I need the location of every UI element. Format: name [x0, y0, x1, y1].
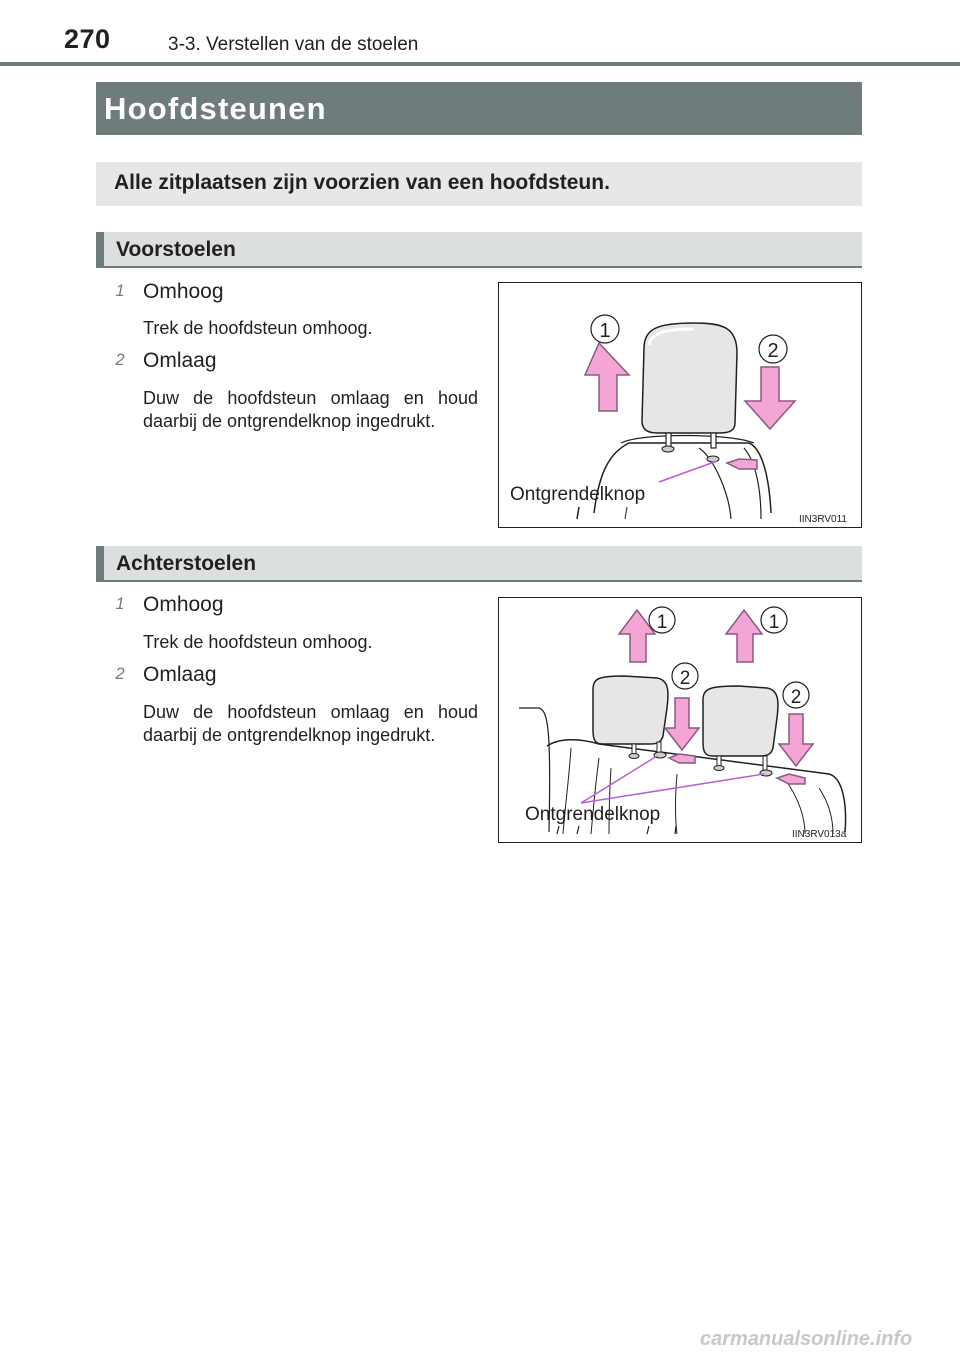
step-number-circle-icon [110, 593, 130, 613]
figure-rear-headrest [498, 597, 862, 843]
svg-text:1: 1 [656, 612, 668, 633]
step-title-up: Omhoog [143, 280, 224, 303]
svg-text:1: 1 [115, 593, 125, 613]
step-desc-up: Trek de hoofdsteun omhoog. [143, 632, 373, 652]
step-number-circle-icon [110, 280, 130, 300]
step-number-icon [110, 593, 134, 617]
step-number-circle-icon [110, 663, 130, 683]
svg-text:2: 2 [679, 668, 691, 689]
chapter-title: 3-3. Verstellen van de stoelen [168, 34, 419, 55]
svg-text:2: 2 [790, 687, 802, 708]
release-button-label: Ontgrendelknop [510, 484, 646, 505]
svg-text:2: 2 [115, 349, 125, 369]
figure-front-headrest [498, 282, 862, 528]
front-headrest-illustration [499, 283, 861, 527]
step-title-down: Omlaag [143, 349, 217, 372]
subheading-front-seats: Voorstoelen [96, 232, 862, 268]
header-rule [0, 62, 960, 66]
step-title-up: Omhoog [143, 593, 224, 616]
intro-text: Alle zitplaatsen zijn voorzien van een hoofdsteun. [96, 162, 862, 206]
rear-headrest-illustration [499, 598, 861, 842]
svg-text:1: 1 [768, 612, 780, 633]
step-desc-down: Duw de hoofdsteun omlaag en houd daarbij de ontgrendelknop ingedrukt. [143, 702, 478, 745]
section-title: Hoofdsteunen [96, 82, 862, 135]
svg-text:2: 2 [115, 663, 125, 683]
figure-code: IIN3RV013a [792, 829, 847, 840]
page-number: 270 [64, 24, 111, 54]
svg-text:2: 2 [767, 340, 779, 362]
step-number-circle-icon [110, 349, 130, 369]
step-desc-down: Duw de hoofdsteun omlaag en houd daarbij de ontgrendelknop ingedrukt. [143, 388, 478, 431]
release-button-label: Ontgrendelknop [525, 804, 661, 825]
step-number-icon [110, 349, 134, 373]
watermark: carmanualsonline.info [700, 1328, 913, 1350]
figure-code: IIN3RV011 [799, 514, 847, 525]
step-desc-up: Trek de hoofdsteun omhoog. [143, 318, 373, 338]
subheading-rear-seats: Achterstoelen [96, 546, 862, 582]
svg-text:1: 1 [115, 280, 125, 300]
step-number-icon [110, 663, 134, 687]
svg-text:1: 1 [599, 320, 611, 342]
step-title-down: Omlaag [143, 663, 217, 686]
step-number-icon [110, 280, 134, 304]
